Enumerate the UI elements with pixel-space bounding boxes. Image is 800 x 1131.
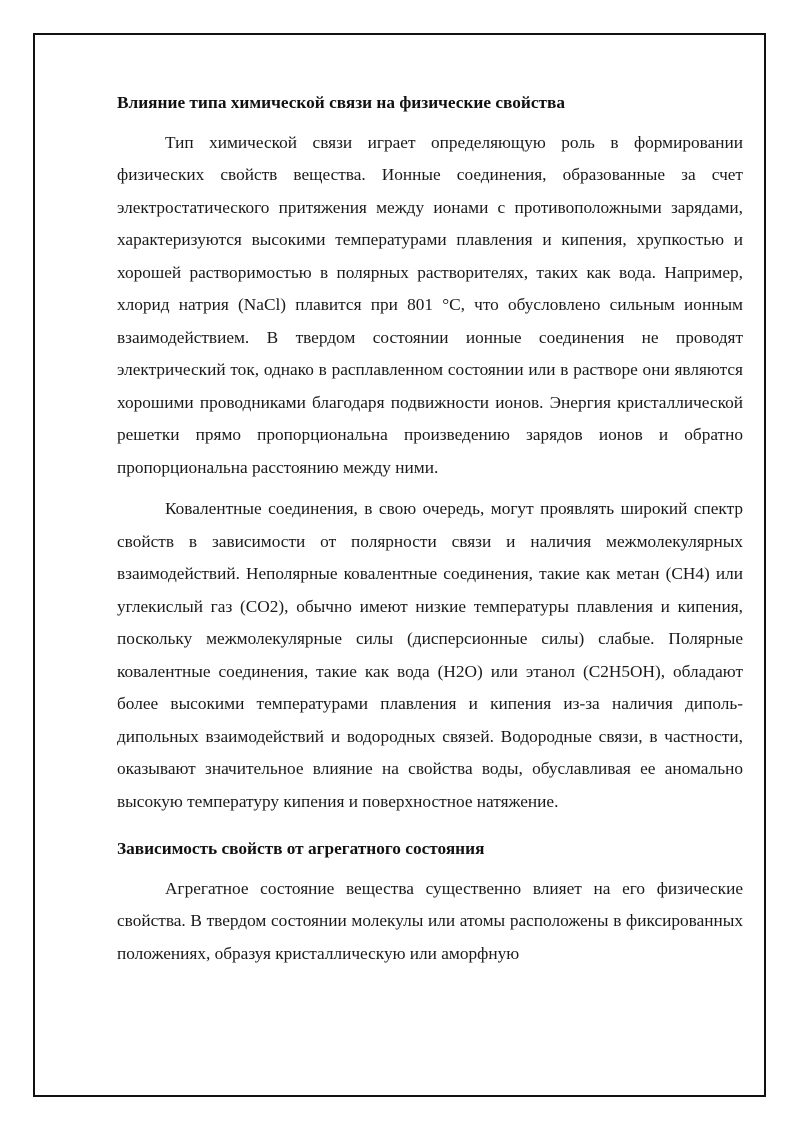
paragraph-aggregate-state: Агрегатное состояние вещества существенно влияет на его физические свойства. В твердом состоянии молекулы или атомы расположены в фиксированных положениях, образуя кристаллическую или аморфную: [117, 878, 743, 963]
document-body: [117, 87, 743, 970]
page-frame: [33, 33, 766, 1097]
section-heading-aggregate-state: Зависимость свойств от агрегатного состояния: [117, 839, 485, 858]
paragraph-ionic-compounds: Тип химической связи играет определяющую роль в формировании физических свойств вещества. Ионные соединения, образованные за счет электростатического притяжения между ионами с противоположными зарядами, характеризуются высокими температурами плавления и кипения, хрупкостью и хорошей растворимостью в полярных растворителях, таких как вода. Например, хлорид натрия (NaCl) плавится при 801 °C, что обусловлено сильным ионным взаимодействием. В твердом состоянии ионные соединения не проводят электрический ток, однако в расплавленном состоянии или в растворе они являются хорошими проводниками благодаря подвижности ионов. Энергия кристаллической решетки прямо пропорциональна произведению зарядов ионов и обратно пропорциональна расстоянию между ними.: [117, 132, 743, 477]
paragraph-covalent-compounds: Ковалентные соединения, в свою очередь, могут проявлять широкий спектр свойств в зависимости от полярности связи и наличия межмолекулярных взаимодействий. Неполярные ковалентные соединения, такие как метан (CH4) или углекислый газ (CO2), обычно имеют низкие температуры плавления и кипения, поскольку межмолекулярные силы (дисперсионные силы) слабые. Полярные ковалентные соединения, такие как вода (H2O) или этанол (C2H5OH), обладают более высокими температурами плавления и кипения из-за наличия диполь-дипольных взаимодействий и водородных связей. Водородные связи, в частности, оказывают значительное влияние на свойства воды, обуславливая ее аномально высокую температуру кипения и поверхностное натяжение.: [117, 499, 743, 811]
section-heading-bond-type: Влияние типа химической связи на физические свойства: [117, 93, 565, 112]
